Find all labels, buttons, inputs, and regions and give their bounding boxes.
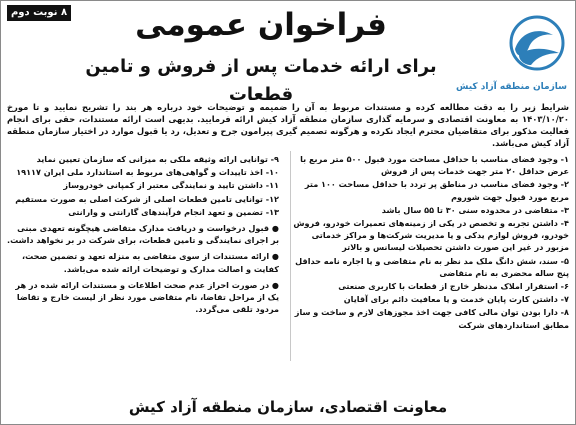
footer-signature: معاونت اقتصادی، سازمان منطقه آزاد کیش: [128, 398, 448, 416]
condition-item: ۵- سند، شش دانگ ملک مد نظر به نام متقاضی و یا اجاره نامه حداقل پنج ساله محضری به نام متقاضی: [295, 255, 569, 278]
note-item: ● ارائه مستندات از سوی متقاضی به منزله تعهد و تضمین صحت، کفایت و اصالت مدارک و توضیحات ارائه شده می‌باشد.: [22, 251, 279, 274]
publication-round-badge: ۸ نوبت دوم: [7, 5, 71, 21]
condition-item: ۱۳- تضمین و تعهد انجام فرآیندهای گارانتی و وارانتی: [68, 206, 279, 217]
logo-text: سازمان منطقه آزاد کیش: [456, 82, 567, 92]
intro-paragraph: شرایط زیر را به دقت مطالعه کرده و مستندات مربوط به آن را ضمیمه و توضیحات خود درباره هر بند را تشریح نمایید و تا مورخ ۱۴۰۳/۱۰/۲۰ به معاونت اقتصادی و سرمایه گذاری سازمان منطقه آزاد کیش ارائه فرمایید. بدیهی است ارائه مستندات، حقی برای انجام فعالیت مذکور برای متقاضیان محترم ایجاد نکرده و هرگونه تصمیم گیری پیرامون جرح و تعدیل، رد یا قبول موارد در اختیار سازمان منطقه آزاد کیش می‌باشد.: [7, 102, 569, 148]
condition-item: ۱- وجود فضای مناسب با حداقل مساحت مورد قبول ۵۰۰ متر مربع با عرض حداقل ۲۰ متر جهت خدمات پس از فروش: [300, 154, 569, 177]
kish-free-zone-logo: [449, 9, 569, 95]
condition-item: ۱۰- اخذ تاییدات و گواهی‌های مربوط به استاندارد ملی ایران ۱۹۱۱۷: [16, 167, 279, 178]
condition-item: ۸- دارا بودن توان مالی کافی جهت اخذ مجوزهای لازم و ساخت و ساز مطابق استانداردهای شرکت: [294, 307, 569, 330]
condition-item: ۴- داشتن تجربه و تخصص در یکی از زمینه‌های تعمیرات خودرو، فروش خودرو، فروش لوازم یدکی و یا مدیریت شرکت‌ها و مراکز خدماتی مزبور در غیر این صورت داشتن تحصیلات لیسانس و بالاتر: [293, 218, 569, 253]
condition-item: ۲- وجود فضای مناسب در مناطق پر تردد با حداقل مساحت ۱۰۰ متر مربع مورد قبول جهت شوروم: [304, 179, 569, 202]
condition-item: ۱۲- توانایی تامین قطعات اصلی از شرکت اصلی به صورت مستقیم: [15, 193, 279, 204]
condition-item: ۶- استقرار املاک مدنظر خارج از قطعات با کاربری صنعتی: [338, 281, 569, 292]
conditions-left-column: [7, 153, 279, 316]
bullet-icon: ●: [269, 279, 279, 290]
announcement-title: فراخوان عمومی: [135, 7, 387, 43]
condition-item: ۳- متقاضی در محدوده سنی ۳۰ تا ۵۵ سال باشد: [381, 204, 569, 215]
conditions-right-column: [287, 153, 569, 332]
note-item: ● در صورت احراز عدم صحت اطلاعات و مستندات ارائه شده در هر یک از مراحل تقاضا، نام متقاضی مورد نظر از لیست خارج و تقاضا مردود تلقی می‌گردد.: [15, 279, 279, 315]
note-item: ● قبول درخواست و دریافت مدارک متقاضی هیچگونه تعهدی مبنی بر اجرای نمایندگی و تامین قطعات، برای شرکت در بر نخواهد داشت.: [7, 223, 279, 246]
bullet-icon: ●: [269, 251, 279, 262]
condition-item: ۱۱- داشتن تایید و نمایندگی معتبر از کمپانی خودروساز: [63, 180, 279, 191]
condition-item: ۹- توانایی ارائه وثیقه ملکی به میزانی که سازمان تعیین نماید: [36, 154, 279, 164]
wave-logo-icon: [449, 9, 569, 95]
condition-item: ۷- داشتن کارت پایان خدمت و یا معافیت دائم برای آقایان: [343, 294, 569, 305]
bullet-icon: ●: [269, 223, 279, 234]
announcement-subtitle: برای ارائه خدمات پس از فروش و تامین قطعات: [85, 56, 437, 105]
